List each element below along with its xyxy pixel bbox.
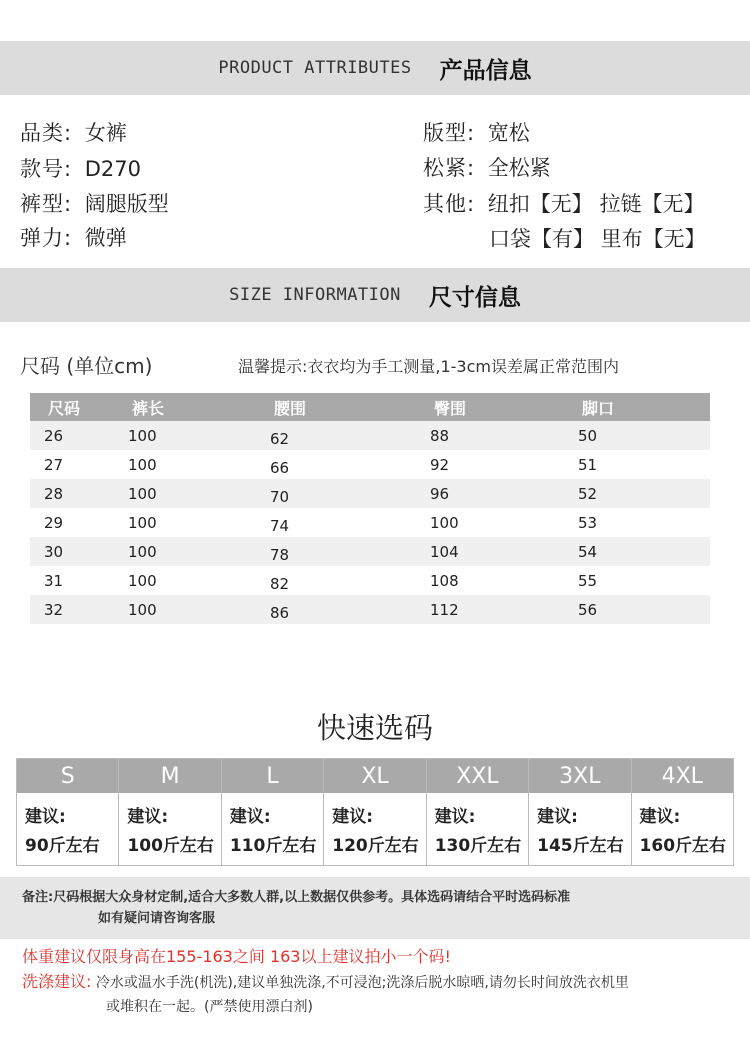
weight-warning: 体重建议仅限身高在155-163之间 163以上建议拍小一个码!	[22, 947, 451, 966]
wash-text: 冷水或温水手洗(机洗),建议单独洗涤,不可浸泡;洗涤后脱水晾晒,请勿长时间放洗衣机里	[95, 975, 629, 991]
cell-value: 27	[44, 455, 64, 474]
size-option	[632, 759, 733, 865]
note-line: 如有疑问请咨询客服	[98, 911, 216, 926]
banner-title-cn: 产品信息	[439, 57, 532, 84]
table-row	[30, 537, 710, 566]
size-option-body	[632, 793, 733, 865]
table-cell	[416, 479, 564, 508]
table-cell	[564, 421, 710, 450]
attr-value: D270	[84, 157, 142, 181]
size-information-banner	[0, 268, 750, 322]
table-row	[30, 421, 710, 450]
cell-value: 30	[44, 542, 64, 561]
cell-value: 112	[430, 600, 459, 619]
attr-key: 品类:	[20, 121, 73, 145]
cell-value: 96	[430, 484, 450, 503]
table-cell	[256, 421, 416, 450]
cell-value: 54	[578, 542, 598, 561]
size-option	[119, 759, 221, 865]
size-option	[222, 759, 324, 865]
note-box	[0, 877, 750, 939]
suggestion-label: 建议:	[639, 807, 681, 827]
cell-value: 62	[270, 429, 290, 448]
table-cell	[564, 450, 710, 479]
attr-pants-type	[20, 188, 169, 218]
table-cell	[256, 508, 416, 537]
cell-value: 100	[128, 455, 157, 474]
cell-value: 100	[128, 542, 157, 561]
cell-value: 56	[578, 600, 598, 619]
table-row	[30, 479, 710, 508]
cell-value: 74	[270, 516, 290, 535]
size-option	[324, 759, 426, 865]
note-line: 备注:尺码根据大众身材定制,适合大多数人群,以上数据仅供参考。具体选码请结合平时选码标准	[22, 890, 571, 905]
cell-value: 53	[578, 513, 598, 532]
table-cell	[564, 537, 710, 566]
cell-value: 32	[44, 600, 64, 619]
cell-value: 51	[578, 455, 598, 474]
attr-item-no	[20, 153, 141, 183]
suggestion-label: 建议:	[25, 807, 66, 827]
table-cell	[114, 479, 256, 508]
table-cell	[256, 537, 416, 566]
table-cell	[256, 566, 416, 595]
table-row	[30, 566, 710, 595]
suggestion-label: 建议:	[229, 807, 271, 827]
banner-title-cn: 尺寸信息	[428, 284, 521, 311]
table-row	[30, 595, 710, 624]
attr-fit	[423, 117, 530, 147]
size-option-label: M	[119, 759, 220, 793]
suggested-weight: 120斤左右	[332, 836, 419, 856]
product-attributes-banner	[0, 41, 750, 95]
table-cell	[30, 479, 114, 508]
cell-value: 55	[578, 571, 598, 590]
size-option-label: XL	[324, 759, 425, 793]
cell-value: 104	[430, 542, 459, 561]
size-option-label: 3XL	[529, 759, 630, 793]
banner-title-en: PRODUCT ATTRIBUTES	[218, 58, 412, 78]
cell-value: 31	[44, 571, 64, 590]
size-option-label: 4XL	[632, 759, 733, 793]
attr-key: 裤型:	[20, 192, 73, 216]
attr-value: 阔腿版型	[84, 192, 169, 216]
wash-label: 洗涤建议:	[22, 972, 92, 991]
table-row	[30, 508, 710, 537]
size-table	[30, 393, 710, 624]
attr-value: 口袋【有】 里布【无】	[489, 227, 706, 251]
suggested-weight: 110斤左右	[229, 836, 317, 856]
table-cell	[564, 595, 710, 624]
size-option-label: XXL	[427, 759, 528, 793]
suggestion-label: 建议:	[332, 807, 374, 827]
cell-value: 29	[44, 513, 64, 532]
attr-value: 微弹	[84, 226, 127, 250]
suggested-weight: 100斤左右	[127, 836, 214, 856]
suggested-weight: 90斤左右	[25, 836, 100, 856]
header-waist: 腰围	[256, 393, 416, 421]
table-cell	[30, 450, 114, 479]
table-cell	[416, 450, 564, 479]
size-option-body	[324, 793, 425, 865]
cell-value: 78	[270, 545, 290, 564]
cell-value: 52	[578, 484, 598, 503]
table-cell	[114, 566, 256, 595]
size-option	[427, 759, 529, 865]
quick-select-grid	[16, 758, 734, 866]
attr-other-line2	[489, 223, 706, 253]
header-hip: 臀围	[416, 393, 564, 421]
attr-key: 版型:	[423, 121, 476, 145]
wash-instructions	[22, 970, 737, 1019]
table-cell	[564, 479, 710, 508]
attr-value: 纽扣【无】 拉链【无】	[487, 192, 705, 216]
suggestion-label: 建议:	[537, 807, 578, 827]
attr-category	[20, 117, 127, 147]
table-cell	[416, 421, 564, 450]
cell-value: 100	[128, 600, 157, 619]
table-cell	[30, 508, 114, 537]
cell-value: 66	[270, 458, 290, 477]
table-cell	[30, 421, 114, 450]
size-unit-label: 尺码 (单位cm)	[20, 354, 153, 378]
cell-value: 92	[430, 455, 450, 474]
table-cell	[30, 595, 114, 624]
suggested-weight: 130斤左右	[434, 836, 522, 856]
size-option-body	[222, 793, 323, 865]
size-option-body	[529, 793, 630, 865]
banner-title-en: SIZE INFORMATION	[229, 285, 401, 305]
suggested-weight: 160斤左右	[639, 836, 727, 856]
cell-value: 26	[44, 426, 64, 445]
attr-key: 松紧:	[423, 156, 476, 180]
table-cell	[30, 537, 114, 566]
table-cell	[416, 566, 564, 595]
table-row	[30, 450, 710, 479]
table-cell	[416, 595, 564, 624]
cell-value: 50	[578, 426, 598, 445]
quick-select-title: 快速选码	[316, 711, 433, 745]
cell-value: 100	[430, 513, 459, 532]
attr-key: 弹力:	[20, 226, 73, 250]
table-cell	[114, 595, 256, 624]
suggested-weight: 145斤左右	[537, 836, 624, 856]
attr-key: 款号:	[20, 157, 73, 181]
cell-value: 70	[270, 487, 290, 506]
cell-value: 100	[128, 571, 157, 590]
cell-value: 100	[128, 484, 157, 503]
cell-value: 100	[128, 426, 157, 445]
suggestion-label: 建议:	[434, 807, 476, 827]
table-cell	[114, 537, 256, 566]
cell-value: 88	[430, 426, 450, 445]
size-option-label: L	[222, 759, 323, 793]
size-option-body	[427, 793, 528, 865]
cell-value: 108	[430, 571, 459, 590]
attr-elasticity	[20, 222, 127, 252]
table-cell	[114, 421, 256, 450]
suggestion-label: 建议:	[127, 807, 169, 827]
attr-value: 女裤	[84, 121, 127, 145]
cell-value: 28	[44, 484, 64, 503]
attr-waist	[423, 152, 551, 182]
attr-key: 其他:	[423, 192, 476, 216]
wash-text: 或堆积在一起。(严禁使用漂白剂)	[106, 999, 313, 1015]
table-cell	[256, 595, 416, 624]
size-option-label: S	[17, 759, 118, 793]
header-size: 尺码	[30, 393, 114, 421]
size-option	[17, 759, 119, 865]
header-length: 裤长	[114, 393, 256, 421]
attr-other	[423, 188, 704, 218]
table-cell	[564, 508, 710, 537]
table-cell	[564, 566, 710, 595]
table-cell	[416, 508, 564, 537]
cell-value: 100	[128, 513, 157, 532]
table-cell	[256, 479, 416, 508]
table-cell	[114, 450, 256, 479]
size-option-body	[119, 793, 220, 865]
size-option	[529, 759, 631, 865]
size-option-body	[17, 793, 118, 865]
attr-value: 全松紧	[487, 156, 551, 180]
attr-value: 宽松	[487, 121, 530, 145]
table-cell	[30, 566, 114, 595]
table-cell	[256, 450, 416, 479]
header-hem: 脚口	[564, 393, 710, 421]
cell-value: 86	[270, 603, 290, 622]
measurement-tip: 温馨提示:衣衣均为手工测量,1-3cm误差属正常范围内	[238, 357, 619, 376]
cell-value: 82	[270, 574, 290, 593]
size-table-header	[30, 393, 710, 421]
table-cell	[114, 508, 256, 537]
table-cell	[416, 537, 564, 566]
